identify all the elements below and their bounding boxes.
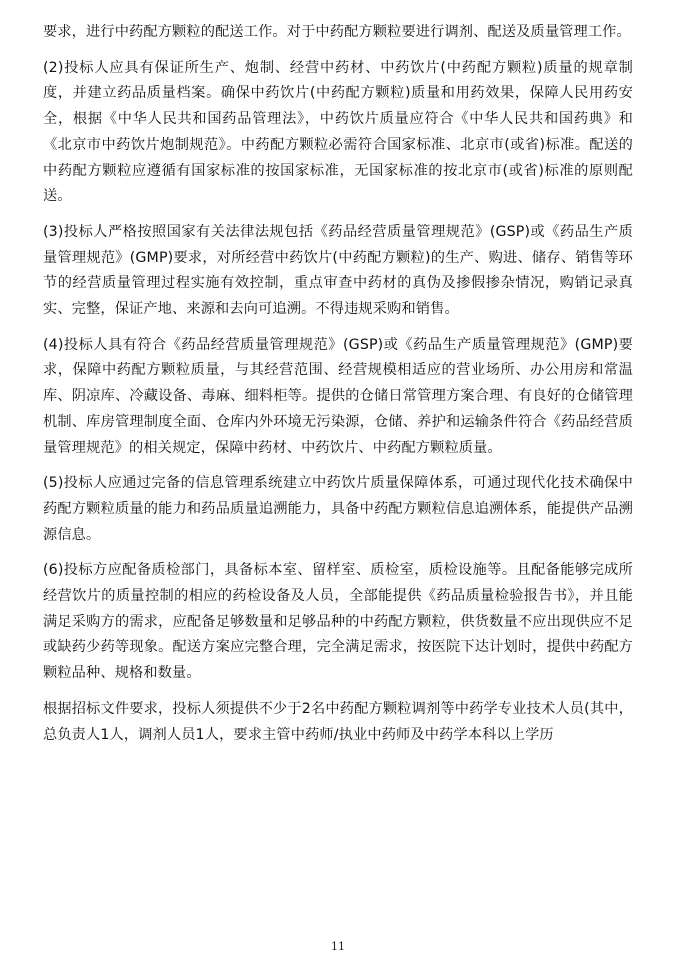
paragraph-continuation: 要求，进行中药配方颗粒的配送工作。对于中药配方颗粒要进行调剂、配送及质量管理工作。: [43, 24, 631, 40]
paragraph-item-5: (5)投标人应通过完备的信息管理系统建立中药饮片质量保障体系，可通过现代化技术确保中药配方颗粒质量的能力和药品质量追溯能力，具备中药配方颗粒信息追溯体系，能提供产品溯源信息。: [43, 475, 633, 543]
page-number: 11: [331, 940, 345, 953]
paragraph-item-6: (6)投标方应配备质检部门，具备标本室、留样室、质检室，质检设施等。且配备能够完成所经营饮片的质量控制的相应的药检设备及人员，全部能提供《药品质量检验报告书》，并且能满足采购方的需求，应配备足够数量和足够品种的中药配方颗粒，供货数量不应出现供应不足或缺药少药等现象。配送方案应完整合理，完全满足需求，按医院下达计划时，提供中药配方颗粒品种、规格和数量。: [43, 562, 633, 682]
document-body: [43, 20, 633, 758]
paragraph-item-3: (3)投标人严格按照国家有关法律法规包括《药品经营质量管理规范》(GSP)或《药品生产质量管理规范》(GMP)要求，对所经营中药饮片(中药配方颗粒)的生产、购进、储存、销售等环节的经营质量管理过程实施有效控制，重点审查中药材的真伪及掺假掺杂情况，购销记录真实、完整，保证产地、来源和去向可追溯。不得违规采购和销售。: [43, 223, 633, 318]
paragraph-item-2: (2)投标人应具有保证所生产、炮制、经营中药材、中药饮片(中药配方颗粒)质量的规章制度，并建立药品质量档案。确保中药饮片(中药配方颗粒)质量和用药效果，保障人民用药安全，根据《中华人民共和国药品管理法》，中药饮片质量应符合《中华人民共和国药典》和《北京市中药饮片炮制规范》。中药配方颗粒必需符合国家标准、北京市(或省)标准。配送的中药配方颗粒应遵循有国家标准的按国家标准，无国家标准的按北京市(或省)标准的原则配送。: [43, 59, 633, 205]
paragraph-item-4: (4)投标人具有符合《药品经营质量管理规范》(GSP)或《药品生产质量管理规范》(GMP)要求，保障中药配方颗粒质量，与其经营范围、经营规模相适应的营业场所、办公用房和常温库、阴凉库、冷藏设备、毒麻、细料柜等。提供的仓储日常管理方案合理、有良好的仓储管理机制、库房管理制度全面、仓库内外环境无污染源，仓储、养护和运输条件符合《药品经营质量管理规范》的相关规定，保障中药材、中药饮片、中药配方颗粒质量。: [43, 336, 633, 456]
paragraph-staff-requirement: 根据招标文件要求，投标人须提供不少于2名中药配方颗粒调剂等中药学专业技术人员(其中，总负责人1人，调剂人员1人，要求主管中药师/执业中药师及中药学本科以上学历: [43, 700, 633, 743]
